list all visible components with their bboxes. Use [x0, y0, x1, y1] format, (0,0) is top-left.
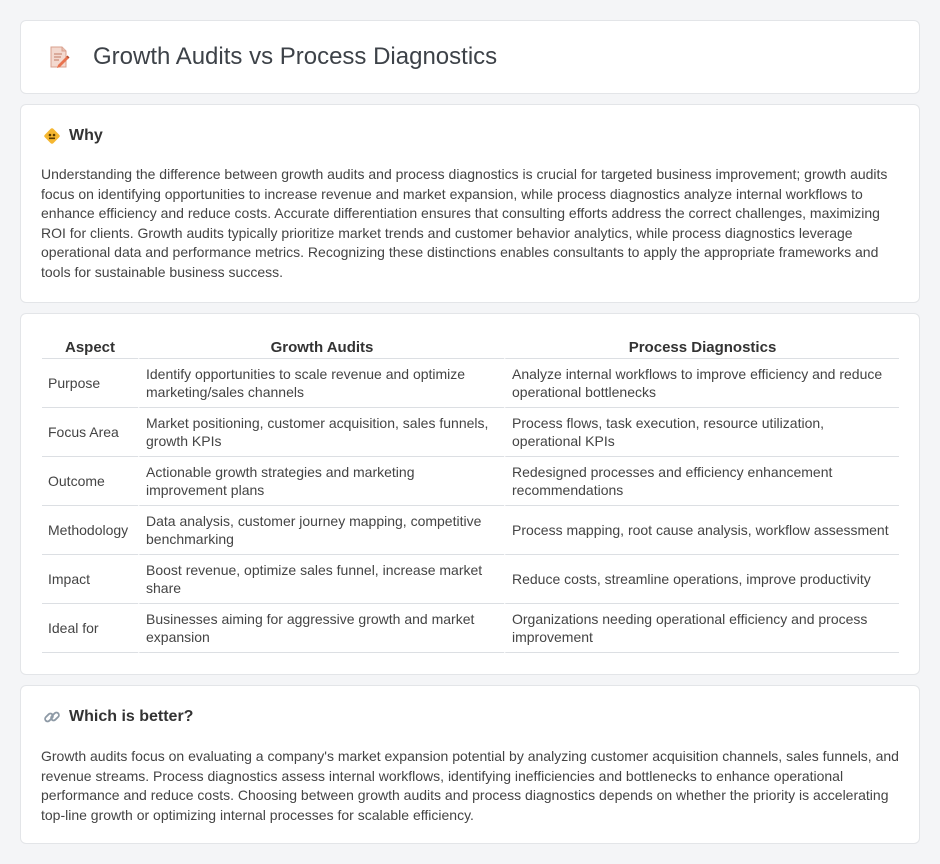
which-is-better-section — [20, 685, 920, 844]
table-row — [42, 506, 899, 555]
why-title: Why — [69, 127, 103, 144]
row-aspect: Focus Area — [42, 408, 138, 457]
row-process: Reduce costs, streamline operations, improve productivity — [504, 555, 899, 604]
comparison-table-card — [20, 313, 920, 675]
header-growth-audits: Growth Audits — [138, 337, 504, 359]
row-growth: Data analysis, customer journey mapping, competitive benchmarking — [138, 506, 504, 555]
table-row — [42, 359, 899, 408]
row-aspect: Purpose — [42, 359, 138, 408]
row-process: Analyze internal workflows to improve efficiency and reduce operational bottlenecks — [504, 359, 899, 408]
row-process: Redesigned processes and efficiency enhancement recommendations — [504, 457, 899, 506]
row-aspect: Impact — [42, 555, 138, 604]
table-row — [42, 457, 899, 506]
row-growth: Market positioning, customer acquisition, sales funnels, growth KPIs — [138, 408, 504, 457]
page-title: Growth Audits vs Process Diagnostics — [93, 43, 498, 70]
header-aspect: Aspect — [42, 337, 138, 359]
link-icon — [43, 708, 61, 726]
row-growth: Boost revenue, optimize sales funnel, increase market share — [138, 555, 504, 604]
row-aspect: Outcome — [42, 457, 138, 506]
row-growth: Identify opportunities to scale revenue and optimize marketing/sales channels — [138, 359, 504, 408]
which-is-better-text: Growth audits focus on evaluating a company's market expansion potential by analyzing customer acquisition channels, sales funnels, and revenue streams. Process diagnostics assess internal workflows, identifying inefficiencies and bottlenecks to enhance operational performance and reduce costs. Choosing between growth audits and process diagnostics depends on whether the priority is accelerating top-line growth or optimizing internal processes for scalable efficiency. — [41, 748, 899, 823]
table-header-row — [42, 337, 899, 359]
which-is-better-title: Which is better? — [69, 708, 194, 725]
row-aspect: Ideal for — [42, 604, 138, 653]
document-pencil-icon — [47, 45, 71, 69]
diamond-sign-icon — [43, 127, 61, 145]
why-text: Understanding the difference between growth audits and process diagnostics is crucial for targeted business improvement; growth audits focus on identifying opportunities to increase revenue and market expansion, while process diagnostics analyze internal workflows to enhance efficiency and reduce costs. Accurate differentiation ensures that consulting efforts address the correct challenges, maximizing ROI for clients. Growth audits typically prioritize market trends and customer behavior analytics, while process diagnostics leverage operational data and performance metrics. Recognizing these distinctions enables consultants to apply the appropriate frameworks and tools for sustainable business success. — [41, 166, 888, 280]
row-growth: Businesses aiming for aggressive growth and market expansion — [138, 604, 504, 653]
table-row — [42, 408, 899, 457]
row-process: Process flows, task execution, resource utilization, operational KPIs — [504, 408, 899, 457]
row-process: Process mapping, root cause analysis, workflow assessment — [504, 506, 899, 555]
header-process-diagnostics: Process Diagnostics — [504, 337, 899, 359]
table-row — [42, 555, 899, 604]
row-growth: Actionable growth strategies and marketing improvement plans — [138, 457, 504, 506]
row-aspect: Methodology — [42, 506, 138, 555]
comparison-table — [42, 337, 899, 653]
row-process: Organizations needing operational efficiency and process improvement — [504, 604, 899, 653]
header-card — [20, 20, 920, 94]
table-row — [42, 604, 899, 653]
why-section — [20, 104, 920, 303]
